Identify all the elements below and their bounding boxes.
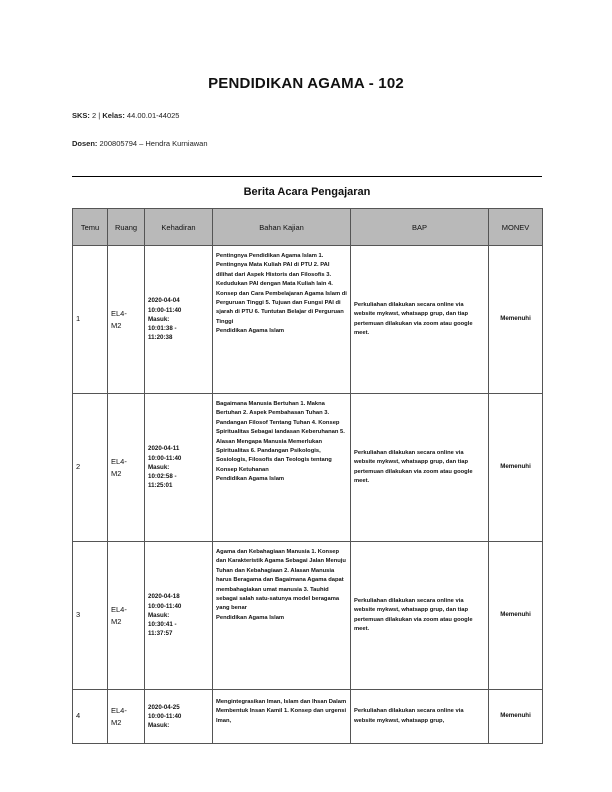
ruang-text: EL4- M2 [111,309,127,330]
kehadiran-text: 2020-04-18 10:00-11:40 Masuk: 10:30:41 - 11:37:57 [148,593,182,638]
cell-ruang [108,542,145,690]
cell-bahan-kajian [213,394,351,542]
cell-monev: Memenuhi [489,394,543,542]
cell-kehadiran [145,246,213,394]
header-temu: Temu [73,209,108,246]
header-kehadiran: Kehadiran [145,209,213,246]
dosen-value: 200805794 – Hendra Kurniawan [99,139,208,148]
cell-ruang [108,246,145,394]
section-title: Berita Acara Pengajaran [243,186,371,198]
dosen-label: Dosen: [72,139,98,148]
cell-monev: Memenuhi [489,246,543,394]
cell-bap: Perkuliahan dilakukan secara online via website mykwst, whatsapp grup, dan tiap pertemuan dilakukan via zoom atau google meet. [351,246,489,394]
header-ruang: Ruang [108,209,145,246]
sks-label: SKS: [72,111,90,120]
header-bahan-kajian: Bahan Kajian [213,209,351,246]
cell-bahan-kajian [213,246,351,394]
cell-bahan-kajian [213,542,351,690]
kehadiran-text: 2020-04-04 10:00-11:40 Masuk: 10:01:38 - 11:20:38 [148,297,182,342]
table-row [73,542,543,690]
cell-kehadiran [145,394,213,542]
sks-value: 2 | [92,111,103,120]
cell-temu: 1 [73,246,108,394]
course-info-line [72,111,179,120]
cell-kehadiran [145,690,213,744]
bahan-text: Agama dan Kebahagiaan Manusia 1. Konsep dan Karakteristik Agama Sebagai Jalan Menuju Tuhan dan Kebahagiaan 2. Alasan Manusia harus Beragama dan Bagaimana Agama dapat membahagiakan umat manusia 3. Tauhid sebagai salah satu-satunya model beragama yang benar Pendidikan Agama Islam [216,549,346,621]
cell-monev: Memenuhi [489,542,543,690]
ruang-text: EL4- M2 [111,706,127,727]
cell-temu: 3 [73,542,108,690]
table-row [73,690,543,744]
table-row [73,246,543,394]
cell-bap: Perkuliahan dilakukan secara online via website mykwst, whatsapp grup, [351,690,489,744]
kehadiran-text: 2020-04-25 10:00-11:40 Masuk: [148,703,182,730]
cell-bap: Perkuliahan dilakukan secara online via website mykwst, whatsapp grup, dan tiap pertemuan dilakukan via zoom atau google meet. [351,542,489,690]
cell-monev: Memenuhi [489,690,543,744]
cell-bap: Perkuliahan dilakukan secara online via website mykwst, whatsapp grup, dan tiap pertemuan dilakukan via zoom atau google meet. [351,394,489,542]
cell-kehadiran [145,542,213,690]
table-row [73,394,543,542]
header-bap: BAP [351,209,489,246]
cell-ruang [108,690,145,744]
table-header-row [73,209,543,246]
kelas-value: 44.00.01-44025 [126,111,180,120]
kelas-label: Kelas: [102,111,125,120]
bahan-text: Bagaimana Manusia Bertuhan 1. Makna Bertuhan 2. Aspek Pembahasan Tuhan 3. Pandangan Filosof Tentang Tuhan 4. Konsep Spiritualitas Sebagai landasan Keberuhanan 5. Alasan Mengapa Manusia Memerlukan Spiritualitas 6. Pandangan Psikologis, Sosiologis, Filosofis dan Teologis tentang Konsep Ketuhanan Pendidikan Agama Islam [216,401,345,483]
cell-ruang [108,394,145,542]
ruang-text: EL4- M2 [111,457,127,478]
cell-temu: 4 [73,690,108,744]
kehadiran-text: 2020-04-11 10:00-11:40 Masuk: 10:02:58 - 11:25:01 [148,445,182,490]
page-title: PENDIDIKAN AGAMA - 102 [208,75,404,92]
bahan-text: Pentingnya Pendidikan Agama Islam 1. Pentingnya Mata Kuliah PAI di PTU 2. PAI dilihat dari Aspek Historis dan Filosofis 3. Kedudukan PAI dengan Mata Kuliah lain 4. Konsep dan Cara Pembelajaran Agama Islam di Perguruan Tinggi 5. Tujuan dan Fungsi PAI di sjarah di PTU 6. Tuntutan Belajar di Perguruan Tinggi Pendidikan Agama Islam [216,253,347,335]
cell-temu: 2 [73,394,108,542]
lecturer-info-line [72,139,208,148]
bahan-text: Mengintegrasikan Iman, Islam dan Ihsan Dalam Membentuk Insan Kamil 1. Konsep dan urgensi Iman, [216,699,347,724]
bap-table [72,208,543,744]
cell-bahan-kajian [213,690,351,744]
header-monev: MONEV [489,209,543,246]
ruang-text: EL4- M2 [111,605,127,626]
section-divider [72,176,542,177]
